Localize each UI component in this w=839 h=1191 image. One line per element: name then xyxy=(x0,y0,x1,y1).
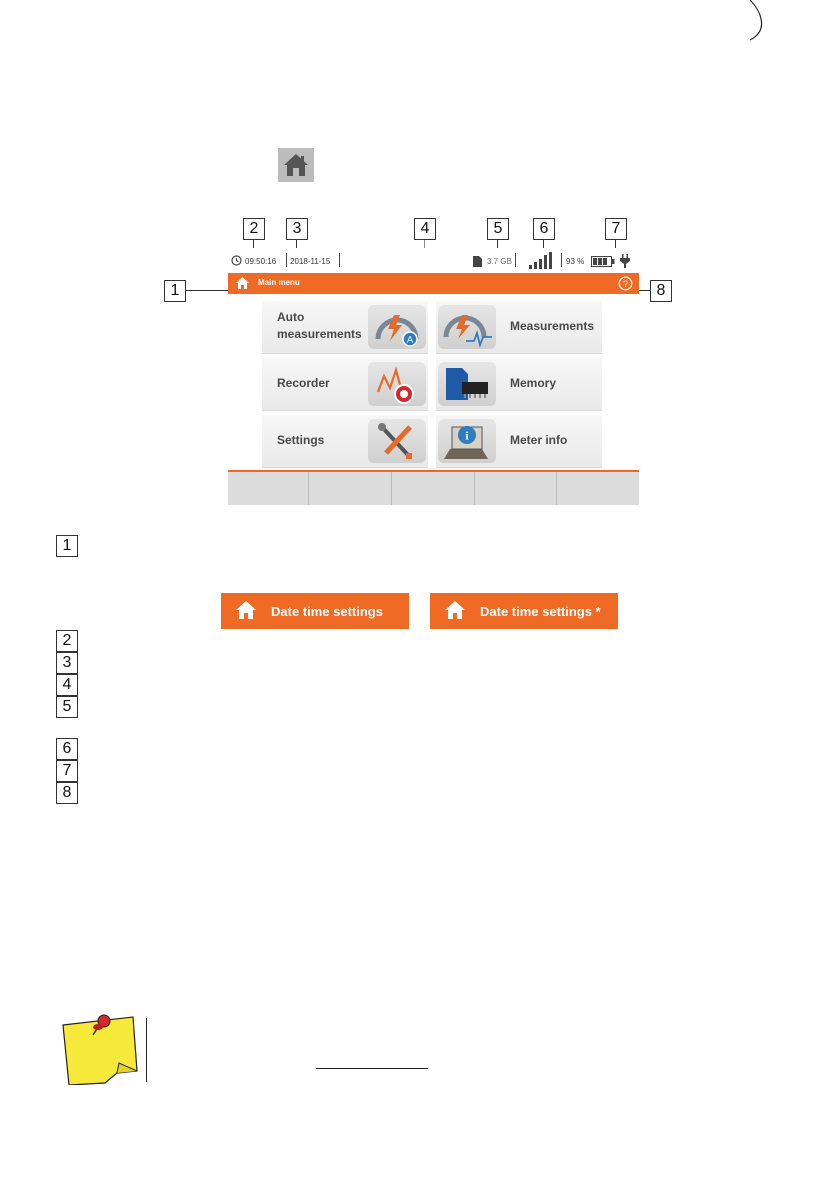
date-time-settings-modified-example xyxy=(430,593,618,629)
callout-2: 2 xyxy=(243,218,265,240)
note-icon xyxy=(55,1013,140,1085)
legend-number-6: 6 xyxy=(56,738,78,760)
measurements-icon xyxy=(438,305,496,349)
home-icon xyxy=(278,148,314,182)
date-time-settings-example xyxy=(221,593,409,629)
link-underline xyxy=(316,1068,428,1069)
callout-6: 6 xyxy=(533,218,555,240)
tile-label: Memory xyxy=(510,376,557,390)
help-icon[interactable] xyxy=(618,276,633,291)
example-title: Date time settings xyxy=(271,604,383,619)
tile-settings[interactable] xyxy=(262,415,428,468)
legend-number-2: 2 xyxy=(56,630,78,652)
screen-title: Main menu xyxy=(258,278,300,287)
legend-number-3: 3 xyxy=(56,652,78,674)
callout-8: 8 xyxy=(650,280,672,302)
legend-number-7: 7 xyxy=(56,760,78,782)
tile-label: Meter info xyxy=(510,433,568,447)
title-bar xyxy=(228,273,639,294)
example-title: Date time settings * xyxy=(480,604,601,619)
tile-recorder[interactable] xyxy=(262,358,428,411)
tools-icon xyxy=(368,419,426,463)
callout-3: 3 xyxy=(286,218,308,240)
tile-memory[interactable] xyxy=(436,358,602,411)
svg-text:A: A xyxy=(406,334,414,345)
power-plug-icon xyxy=(620,254,630,268)
callout-1: 1 xyxy=(164,280,186,302)
tile-label: measurements xyxy=(277,327,362,341)
callout-7: 7 xyxy=(605,218,627,240)
svg-text:i: i xyxy=(465,428,469,443)
status-memory: 3.7 GB xyxy=(487,257,512,266)
info-icon xyxy=(438,419,496,463)
svg-text:?: ? xyxy=(622,279,629,289)
status-date: 2018-11-15 xyxy=(290,257,331,266)
device-screen xyxy=(228,248,639,503)
status-bar xyxy=(228,248,639,272)
status-time: 09:50:16 xyxy=(245,257,277,266)
recorder-icon xyxy=(368,362,426,406)
tile-measurements[interactable] xyxy=(436,301,602,354)
legend-number-4: 4 xyxy=(56,674,78,696)
legend-number-1: 1 xyxy=(56,535,78,557)
bottom-toolbar xyxy=(228,470,639,505)
tile-meter-info[interactable] xyxy=(436,415,602,468)
tile-label: Auto xyxy=(277,310,305,324)
clock-icon xyxy=(231,255,242,266)
legend-number-5: 5 xyxy=(56,696,78,718)
sd-card-icon xyxy=(473,256,482,267)
tile-label: Measurements xyxy=(510,319,595,333)
legend-number-8: 8 xyxy=(56,782,78,804)
home-icon xyxy=(444,600,466,620)
home-icon xyxy=(235,600,257,620)
status-battery-percent: 93 % xyxy=(566,257,585,266)
callout-4: 4 xyxy=(414,218,436,240)
tile-label: Settings xyxy=(277,433,325,447)
note-divider xyxy=(146,1018,147,1082)
memory-card-icon xyxy=(438,362,496,406)
tile-label: Recorder xyxy=(277,376,330,390)
auto-measurements-icon xyxy=(368,305,426,349)
battery-icon xyxy=(591,256,615,267)
page-corner-decoration xyxy=(740,0,800,50)
signal-strength-icon xyxy=(529,252,553,269)
tile-auto-measurements[interactable] xyxy=(262,301,428,354)
callout-5: 5 xyxy=(487,218,509,240)
home-icon[interactable] xyxy=(235,276,250,290)
